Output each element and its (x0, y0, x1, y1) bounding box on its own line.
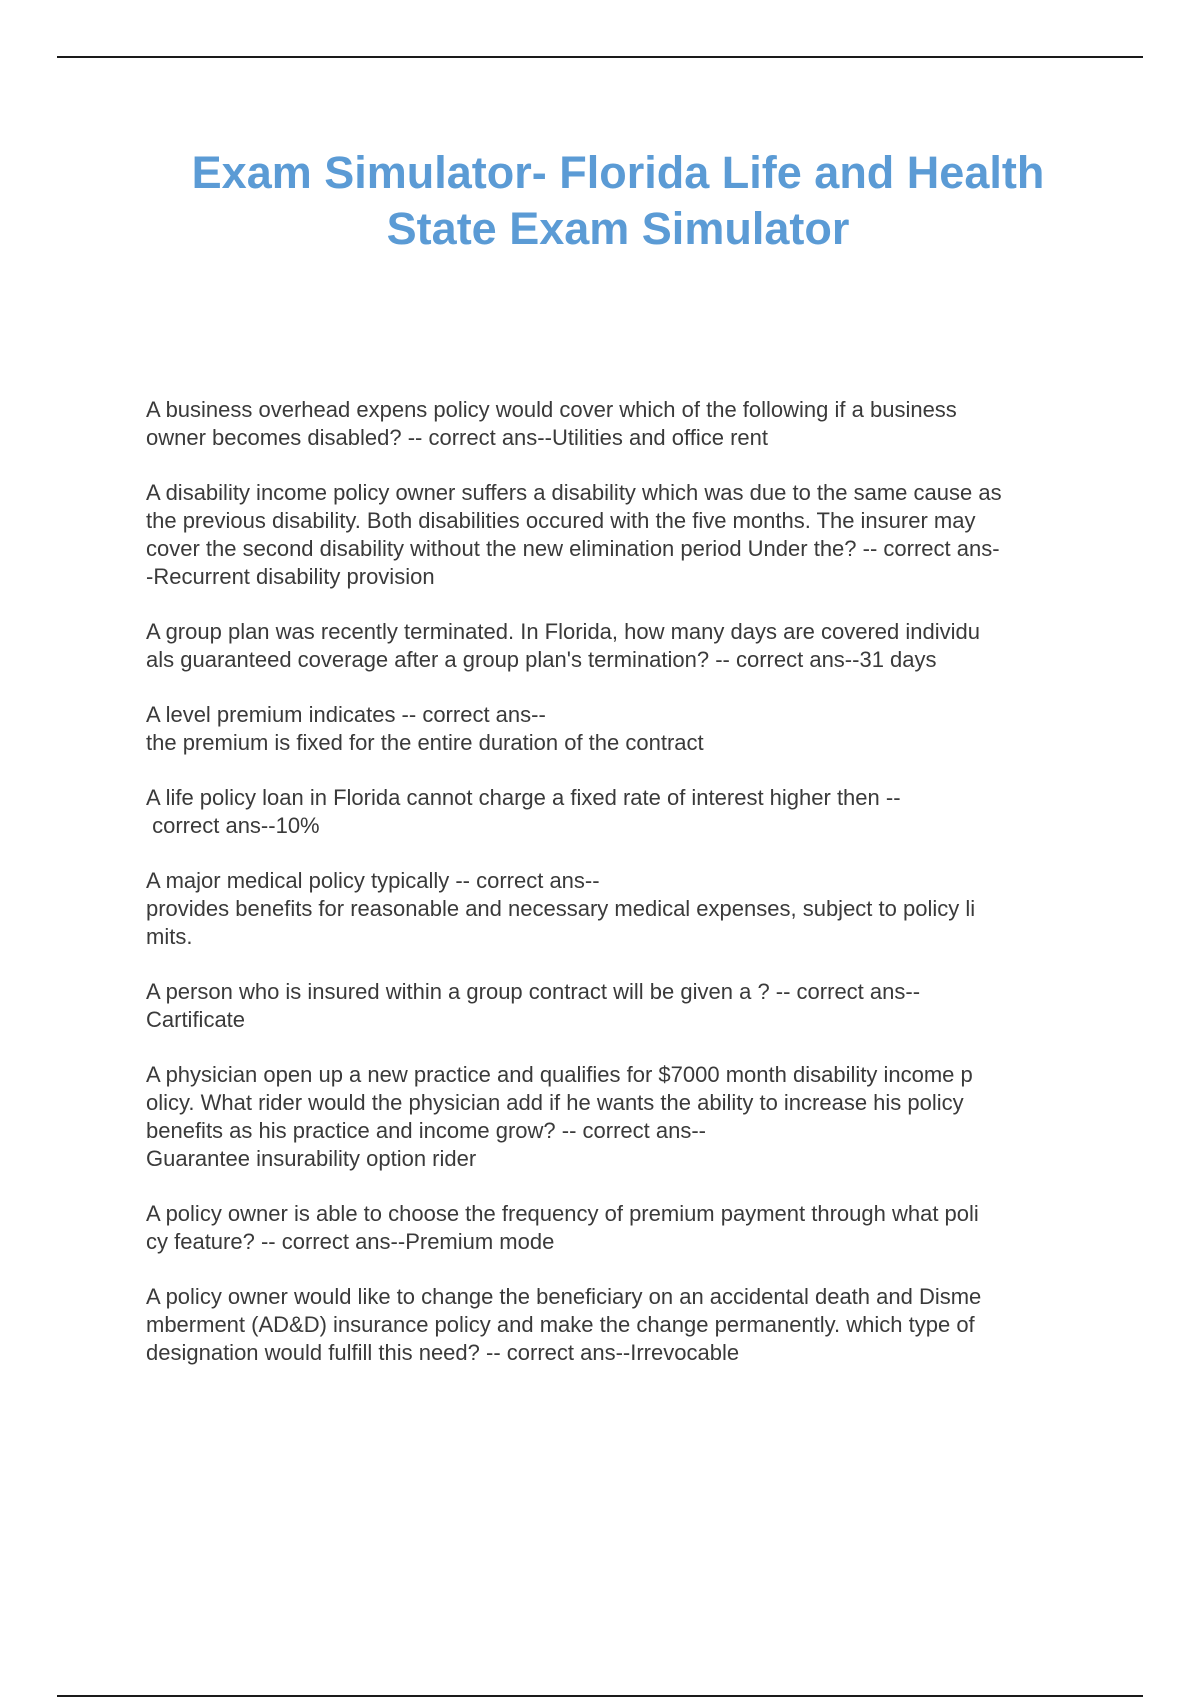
title-line: Exam Simulator- Florida Life and Health (191, 147, 1045, 198)
title-line: State Exam Simulator (386, 203, 850, 254)
qa-line: cy feature? -- correct ans--Premium mode (146, 1229, 555, 1254)
qa-line: A group plan was recently terminated. In Florida, how many days are covered individu (146, 619, 980, 644)
qa-line: A disability income policy owner suffers a disability which was due to the same cause as (146, 480, 1002, 505)
qa-line: olicy. What rider would the physician add if he wants the ability to increase his policy (146, 1090, 964, 1115)
qa-line: mits. (146, 924, 193, 949)
qa-line: the previous disability. Both disabilities occured with the five months. The insurer may (146, 508, 976, 533)
qa-line: A level premium indicates -- correct ans-- (146, 702, 546, 727)
qa-item (146, 867, 1096, 951)
qa-item (146, 701, 1096, 757)
qa-item (146, 978, 1096, 1034)
qa-line: Guarantee insurability option rider (146, 1146, 477, 1171)
qa-line: A policy owner is able to choose the frequency of premium payment through what poli (146, 1201, 979, 1226)
bottom-rule (57, 1695, 1143, 1697)
qa-item (146, 1061, 1096, 1173)
qa-line: A physician open up a new practice and qualifies for $7000 month disability income p (146, 1062, 973, 1087)
document-title (100, 145, 1136, 257)
qa-line: owner becomes disabled? -- correct ans--Utilities and office rent (146, 425, 768, 450)
qa-line: cover the second disability without the new elimination period Under the? -- correct ans- (146, 536, 1000, 561)
qa-item (146, 1200, 1096, 1256)
qa-list (146, 396, 1096, 1394)
qa-line: Cartificate (146, 1007, 246, 1032)
qa-item (146, 618, 1096, 674)
qa-line: correct ans--10% (146, 813, 320, 838)
qa-item (146, 1283, 1096, 1367)
qa-item (146, 396, 1096, 452)
qa-line: designation would fulfill this need? -- correct ans--Irrevocable (146, 1340, 740, 1365)
qa-line: the premium is fixed for the entire duration of the contract (146, 730, 704, 755)
qa-line: -Recurrent disability provision (146, 564, 435, 589)
qa-line: A business overhead expens policy would cover which of the following if a business (146, 397, 957, 422)
qa-line: benefits as his practice and income grow? -- correct ans-- (146, 1118, 707, 1143)
qa-line: als guaranteed coverage after a group plan's termination? -- correct ans--31 days (146, 647, 937, 672)
qa-line: A life policy loan in Florida cannot charge a fixed rate of interest higher then -- (146, 785, 901, 810)
qa-line: A person who is insured within a group contract will be given a ? -- correct ans-- (146, 979, 921, 1004)
qa-line: A major medical policy typically -- correct ans-- (146, 868, 600, 893)
qa-line: A policy owner would like to change the beneficiary on an accidental death and Disme (146, 1284, 982, 1309)
qa-item (146, 479, 1096, 591)
qa-item (146, 784, 1096, 840)
top-rule (57, 56, 1143, 58)
qa-line: mberment (AD&D) insurance policy and make the change permanently. which type of (146, 1312, 975, 1337)
qa-line: provides benefits for reasonable and necessary medical expenses, subject to policy li (146, 896, 976, 921)
